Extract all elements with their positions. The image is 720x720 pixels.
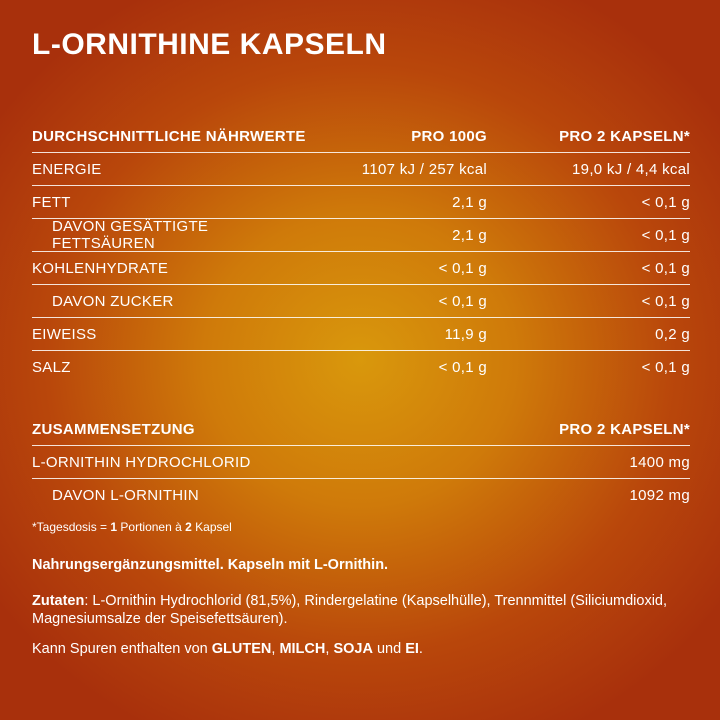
row-per2: 0,2 g bbox=[655, 325, 690, 343]
nutrition-header-label: DURCHSCHNITTLICHE NÄHRWERTE bbox=[32, 127, 306, 145]
row-label: DAVON L-ORNITHIN bbox=[52, 487, 200, 504]
footnote-capsules: 2 bbox=[185, 520, 192, 534]
ingredients-text bbox=[32, 592, 692, 628]
ingredients-label: Zutaten bbox=[32, 593, 85, 609]
row-value: 1400 mg bbox=[629, 453, 690, 471]
row-label: ENERGIE bbox=[32, 160, 102, 178]
nutrition-header-row bbox=[32, 120, 690, 153]
allergen-soy: SOJA bbox=[333, 641, 373, 657]
row-label: L-ORNITHIN HYDROCHLORID bbox=[32, 453, 251, 471]
row-per100: 11,9 g bbox=[444, 325, 487, 343]
row-label: SALZ bbox=[32, 359, 71, 376]
row-per2: < 0,1 g bbox=[641, 359, 690, 376]
allergen-sep: , bbox=[271, 641, 280, 657]
allergen-milk: MILCH bbox=[279, 641, 326, 657]
row-per100: < 0,1 g bbox=[438, 359, 487, 376]
row-per2: < 0,1 g bbox=[641, 226, 690, 244]
supplement-note: Nahrungsergänzungsmittel. Kapseln mit L-Ornithin. bbox=[32, 557, 389, 573]
allergen-note bbox=[32, 641, 423, 657]
footnote-portions: 1 bbox=[110, 520, 118, 534]
row-per100: < 0,1 g bbox=[438, 292, 487, 310]
footnote-prefix: *Tagesdosis = bbox=[32, 520, 111, 534]
row-per2: 19,0 kJ / 4,4 kcal bbox=[572, 160, 690, 178]
allergen-end: . bbox=[418, 641, 423, 657]
allergen-sep: , bbox=[325, 641, 334, 657]
row-per100: 2,1 g bbox=[452, 226, 487, 244]
row-label: DAVON GESÄTTIGTE FETTSÄUREN bbox=[52, 218, 209, 252]
row-value: 1092 mg bbox=[629, 487, 690, 504]
daily-dose-footnote bbox=[32, 520, 232, 534]
table-row bbox=[32, 252, 690, 285]
row-label: DAVON ZUCKER bbox=[52, 292, 174, 310]
row-per2: < 0,1 g bbox=[641, 259, 690, 277]
composition-header-row bbox=[32, 413, 690, 446]
page-title: L-ORNITHINE KAPSELN bbox=[32, 28, 387, 61]
composition-header-per2: PRO 2 KAPSELN* bbox=[559, 420, 690, 438]
table-row bbox=[32, 318, 690, 351]
row-label: EIWEISS bbox=[32, 325, 97, 343]
row-label: KOHLENHYDRATE bbox=[32, 259, 169, 277]
row-per100: < 0,1 g bbox=[438, 259, 487, 277]
table-row bbox=[32, 285, 690, 318]
table-row bbox=[32, 153, 690, 186]
composition-header-label: ZUSAMMENSETZUNG bbox=[32, 420, 195, 438]
ingredients-list: : L-Ornithin Hydrochlorid (81,5%), Rindergelatine (Kapselhülle), Trennmittel (Siliciumdioxid, Magnesiumsalze der Speisefettsäuren). bbox=[32, 593, 668, 627]
table-row bbox=[32, 219, 690, 252]
table-row bbox=[32, 446, 690, 479]
table-row bbox=[32, 351, 690, 384]
footnote-suffix: Kapsel bbox=[191, 520, 232, 534]
nutrition-header-per100: PRO 100G bbox=[411, 127, 487, 145]
nutrition-header-per2: PRO 2 KAPSELN* bbox=[559, 127, 690, 145]
row-per2: < 0,1 g bbox=[641, 193, 690, 211]
allergen-sep: und bbox=[372, 641, 406, 657]
footnote-mid: Portionen à bbox=[117, 520, 186, 534]
allergen-prefix: Kann Spuren enthalten von bbox=[32, 641, 212, 657]
allergen-gluten: GLUTEN bbox=[211, 641, 272, 657]
allergen-egg: EI bbox=[405, 641, 419, 657]
row-per100: 1107 kJ / 257 kcal bbox=[361, 160, 487, 178]
table-row bbox=[32, 479, 690, 512]
row-per2: < 0,1 g bbox=[641, 292, 690, 310]
row-per100: 2,1 g bbox=[452, 193, 487, 211]
nutrition-table bbox=[32, 120, 690, 384]
table-row bbox=[32, 186, 690, 219]
row-label: FETT bbox=[32, 193, 71, 211]
composition-table bbox=[32, 413, 690, 512]
